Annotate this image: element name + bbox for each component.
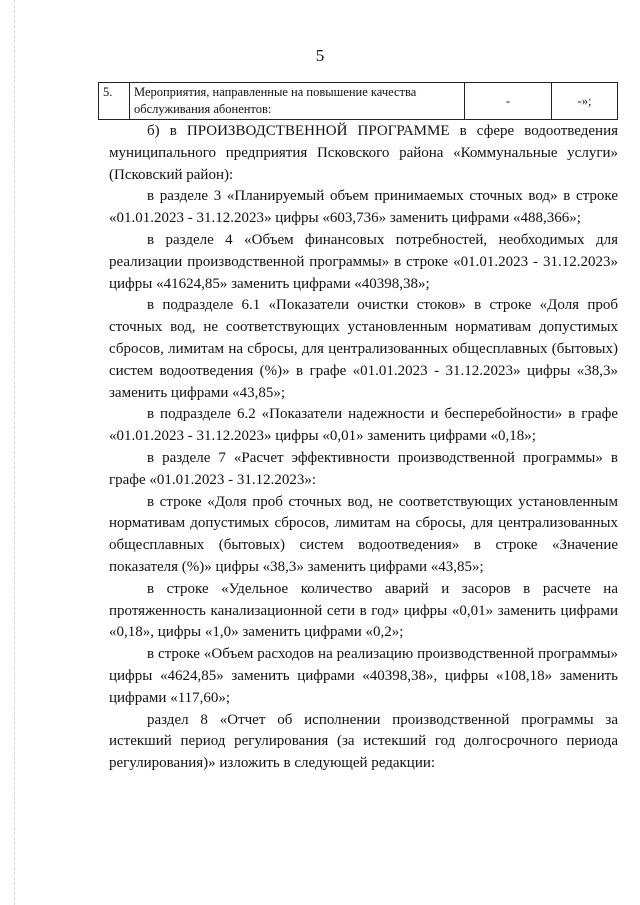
row-number-cell: 5. <box>99 83 130 120</box>
paragraph-subsection-6-2: в подразделе 6.2 «Показатели надежности и бесперебойности» в графе «01.01.2023 - 31.12.2023» цифры «0,01» заменить цифрами «0,18»; <box>109 406 618 445</box>
row-value2-cell: -»; <box>552 83 618 120</box>
paragraph-section-8: раздел 8 «Отчет об исполнении производственной программы за истекший период регулирования (за истекший год долгосрочного периода регулирования)» изложить в следующей редакции: <box>109 711 618 772</box>
paragraph-program-intro: б) в ПРОИЗВОДСТВЕННОЙ ПРОГРАММЕ в сфере водоотведения муниципального предприятия Псковского района «Коммунальные услуги» (Псковский район): <box>109 123 618 183</box>
document-body <box>109 121 618 775</box>
paragraph-row-accidents: в строке «Удельное количество аварий и засоров в расчете на протяженность канализационной сети в год» цифры «0,01» заменить цифрами «0,18», цифры «1,0» заменить цифрами «0,2»; <box>109 580 618 641</box>
row-value1-cell: - <box>465 83 552 120</box>
row-description-cell: Мероприятия, направленные на повышение качества обслуживания абонентов: <box>130 83 465 120</box>
paragraph-subsection-6-1: в подразделе 6.1 «Показатели очистки стоков» в строке «Доля проб сточных вод, не соответствующих установленным нормативам допустимых сбросов, лимитам на сбросы, для централизованных общесплавных (бытовых) систем водоотведения (%)» в графе «01.01.2023 - 31.12.2023» цифры «38,3» заменить цифрами «43,85»; <box>109 297 618 401</box>
paragraph-section-7: в разделе 7 «Расчет эффективности производственной программы» в графе «01.01.2023 - 31.12.2023»: <box>109 449 618 488</box>
paragraph-row-share-samples: в строке «Доля проб сточных вод, не соответствующих установленным нормативам допустимых сбросов, лимитам на сбросы, для централизованных общесплавных (бытовых) систем водоотведения» в строке «Значение показателя (%)» цифры «38,3» заменить цифрами «43,85»; <box>109 493 618 575</box>
paragraph-row-expenses: в строке «Объем расходов на реализацию производственной программы» цифры «4624,85» заменить цифрами «40398,38», цифры «108,18» заменить цифрами «117,60»; <box>109 646 618 706</box>
margin-binding-line <box>14 0 19 905</box>
paragraph-section-4: в разделе 4 «Объем финансовых потребностей, необходимых для реализации производственной программы» в строке «01.01.2023 - 31.12.2023» цифры «41624,85» заменить цифрами «40398,38»; <box>109 231 618 292</box>
measures-table-row <box>98 82 618 120</box>
page-number: 5 <box>315 46 325 65</box>
paragraph-section-3: в разделе 3 «Планируемый объем принимаемых сточных вод» в строке «01.01.2023 - 31.12.2023» цифры «603,736» заменить цифрами «488,366»; <box>109 188 618 227</box>
table-row <box>99 83 618 120</box>
